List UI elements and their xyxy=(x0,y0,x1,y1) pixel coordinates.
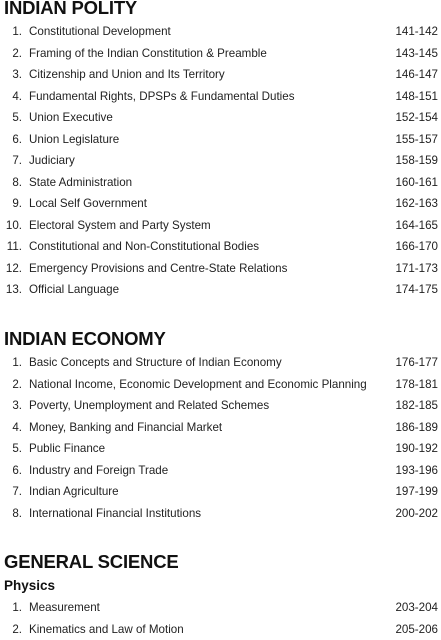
toc-title: Judiciary xyxy=(29,154,75,167)
toc-number: 3. xyxy=(12,68,22,81)
toc-row[interactable] xyxy=(0,439,441,459)
toc-title: Framing of the Indian Constitution & Preamble xyxy=(29,46,267,60)
toc-row[interactable] xyxy=(0,353,441,373)
toc-row[interactable] xyxy=(0,418,441,438)
toc-row[interactable] xyxy=(0,216,441,236)
toc-page-range: 166-170 xyxy=(395,240,438,253)
toc-row[interactable] xyxy=(0,598,441,618)
toc-page-range: 200-202 xyxy=(395,506,438,520)
toc-title: Basic Concepts and Structure of Indian Economy xyxy=(29,356,282,369)
toc-number: 2. xyxy=(12,623,22,636)
toc-page-range: 203-204 xyxy=(395,601,438,614)
toc-row[interactable] xyxy=(0,259,441,279)
toc-page-range: 141-142 xyxy=(395,25,438,38)
toc-row[interactable] xyxy=(0,396,441,416)
toc-title: Industry and Foreign Trade xyxy=(29,463,169,477)
toc-page-range: 190-192 xyxy=(395,442,438,455)
toc-page-range: 205-206 xyxy=(395,623,438,636)
toc-title: Constitutional and Non-Constitutional Bodies xyxy=(29,240,260,253)
toc-title: Poverty, Unemployment and Related Schemes xyxy=(29,399,270,412)
toc-row[interactable] xyxy=(0,173,441,193)
toc-number: 11. xyxy=(6,240,22,253)
toc-title: Public Finance xyxy=(29,442,106,455)
toc-number: 3. xyxy=(12,399,22,412)
toc-number: 13. xyxy=(5,283,22,296)
toc-page-range: 197-199 xyxy=(395,485,438,498)
toc-title: Local Self Government xyxy=(29,197,147,210)
toc-row[interactable] xyxy=(0,44,441,64)
toc-row[interactable] xyxy=(0,194,441,214)
toc-page-range: 160-161 xyxy=(395,175,438,189)
toc-title: Union Legislature xyxy=(29,132,120,146)
toc-row[interactable] xyxy=(0,130,441,150)
toc-title: Indian Agriculture xyxy=(29,485,119,498)
toc-number: 9. xyxy=(12,197,22,210)
toc-number: 7. xyxy=(12,485,22,498)
toc-page-range: 155-157 xyxy=(395,132,438,146)
toc-title: Kinematics and Law of Motion xyxy=(29,623,184,636)
toc-row[interactable] xyxy=(0,65,441,85)
toc-number: 8. xyxy=(12,175,22,189)
toc-page-range: 176-177 xyxy=(395,356,438,369)
toc-number: 1. xyxy=(12,601,22,614)
toc-page-range: 162-163 xyxy=(395,197,438,210)
toc-page-range: 164-165 xyxy=(395,218,438,232)
toc-number: 2. xyxy=(12,377,22,391)
toc-number: 10. xyxy=(5,218,22,232)
toc-number: 6. xyxy=(12,463,22,477)
toc-page-range: 178-181 xyxy=(395,377,438,391)
toc-row[interactable] xyxy=(0,280,441,300)
toc-title: Official Language xyxy=(29,283,120,296)
toc-page-range: 158-159 xyxy=(395,154,438,167)
toc-number: 6. xyxy=(12,132,22,146)
toc-row[interactable] xyxy=(0,620,441,640)
toc-page-range: 186-189 xyxy=(395,420,438,434)
toc-number: 2. xyxy=(12,46,22,60)
toc-title: National Income, Economic Development and Economic Planning xyxy=(29,377,367,391)
toc-title: Fundamental Rights, DPSPs & Fundamental Duties xyxy=(29,89,295,103)
toc-title: Union Executive xyxy=(29,111,113,124)
toc-title: Constitutional Development xyxy=(29,25,171,38)
toc-title: Emergency Provisions and Centre-State Relations xyxy=(29,261,288,275)
toc-title: State Administration xyxy=(29,175,133,189)
section-title-indian-polity: INDIAN POLITY xyxy=(4,0,138,18)
toc-row[interactable] xyxy=(0,87,441,107)
toc-page-range: 143-145 xyxy=(395,46,438,60)
toc-number: 7. xyxy=(12,154,22,167)
toc-number: 12. xyxy=(5,261,22,275)
toc-page-range: 152-154 xyxy=(395,111,438,124)
toc-number: 8. xyxy=(12,506,22,520)
toc-title: Electoral System and Party System xyxy=(29,218,211,232)
toc-page-range: 174-175 xyxy=(395,283,438,296)
toc-row[interactable] xyxy=(0,504,441,524)
toc-row[interactable] xyxy=(0,237,441,257)
section-title-indian-economy: INDIAN ECONOMY xyxy=(4,328,166,349)
toc-title: Money, Banking and Financial Market xyxy=(29,420,223,434)
subsection-title-physics: Physics xyxy=(4,578,56,593)
toc-number: 1. xyxy=(12,25,22,38)
toc-title: Measurement xyxy=(29,601,100,614)
toc-title: Citizenship and Union and Its Territory xyxy=(29,68,225,81)
toc-page-range: 193-196 xyxy=(395,463,438,477)
toc-number: 4. xyxy=(12,89,22,103)
toc-page-range: 182-185 xyxy=(395,399,438,412)
toc-row[interactable] xyxy=(0,375,441,395)
toc-title: International Financial Institutions xyxy=(29,506,202,520)
toc-page-range: 146-147 xyxy=(395,68,438,81)
toc-row[interactable] xyxy=(0,108,441,128)
toc-number: 1. xyxy=(12,356,22,369)
toc-row[interactable] xyxy=(0,461,441,481)
toc-number: 5. xyxy=(12,111,22,124)
toc-row[interactable] xyxy=(0,151,441,171)
toc-row[interactable] xyxy=(0,482,441,502)
toc-number: 5. xyxy=(12,442,22,455)
toc-page-range: 148-151 xyxy=(395,89,438,103)
toc-page-range: 171-173 xyxy=(395,261,438,275)
toc-row[interactable] xyxy=(0,22,441,42)
section-title-general-science: GENERAL SCIENCE xyxy=(4,551,179,572)
toc-number: 4. xyxy=(12,420,22,434)
